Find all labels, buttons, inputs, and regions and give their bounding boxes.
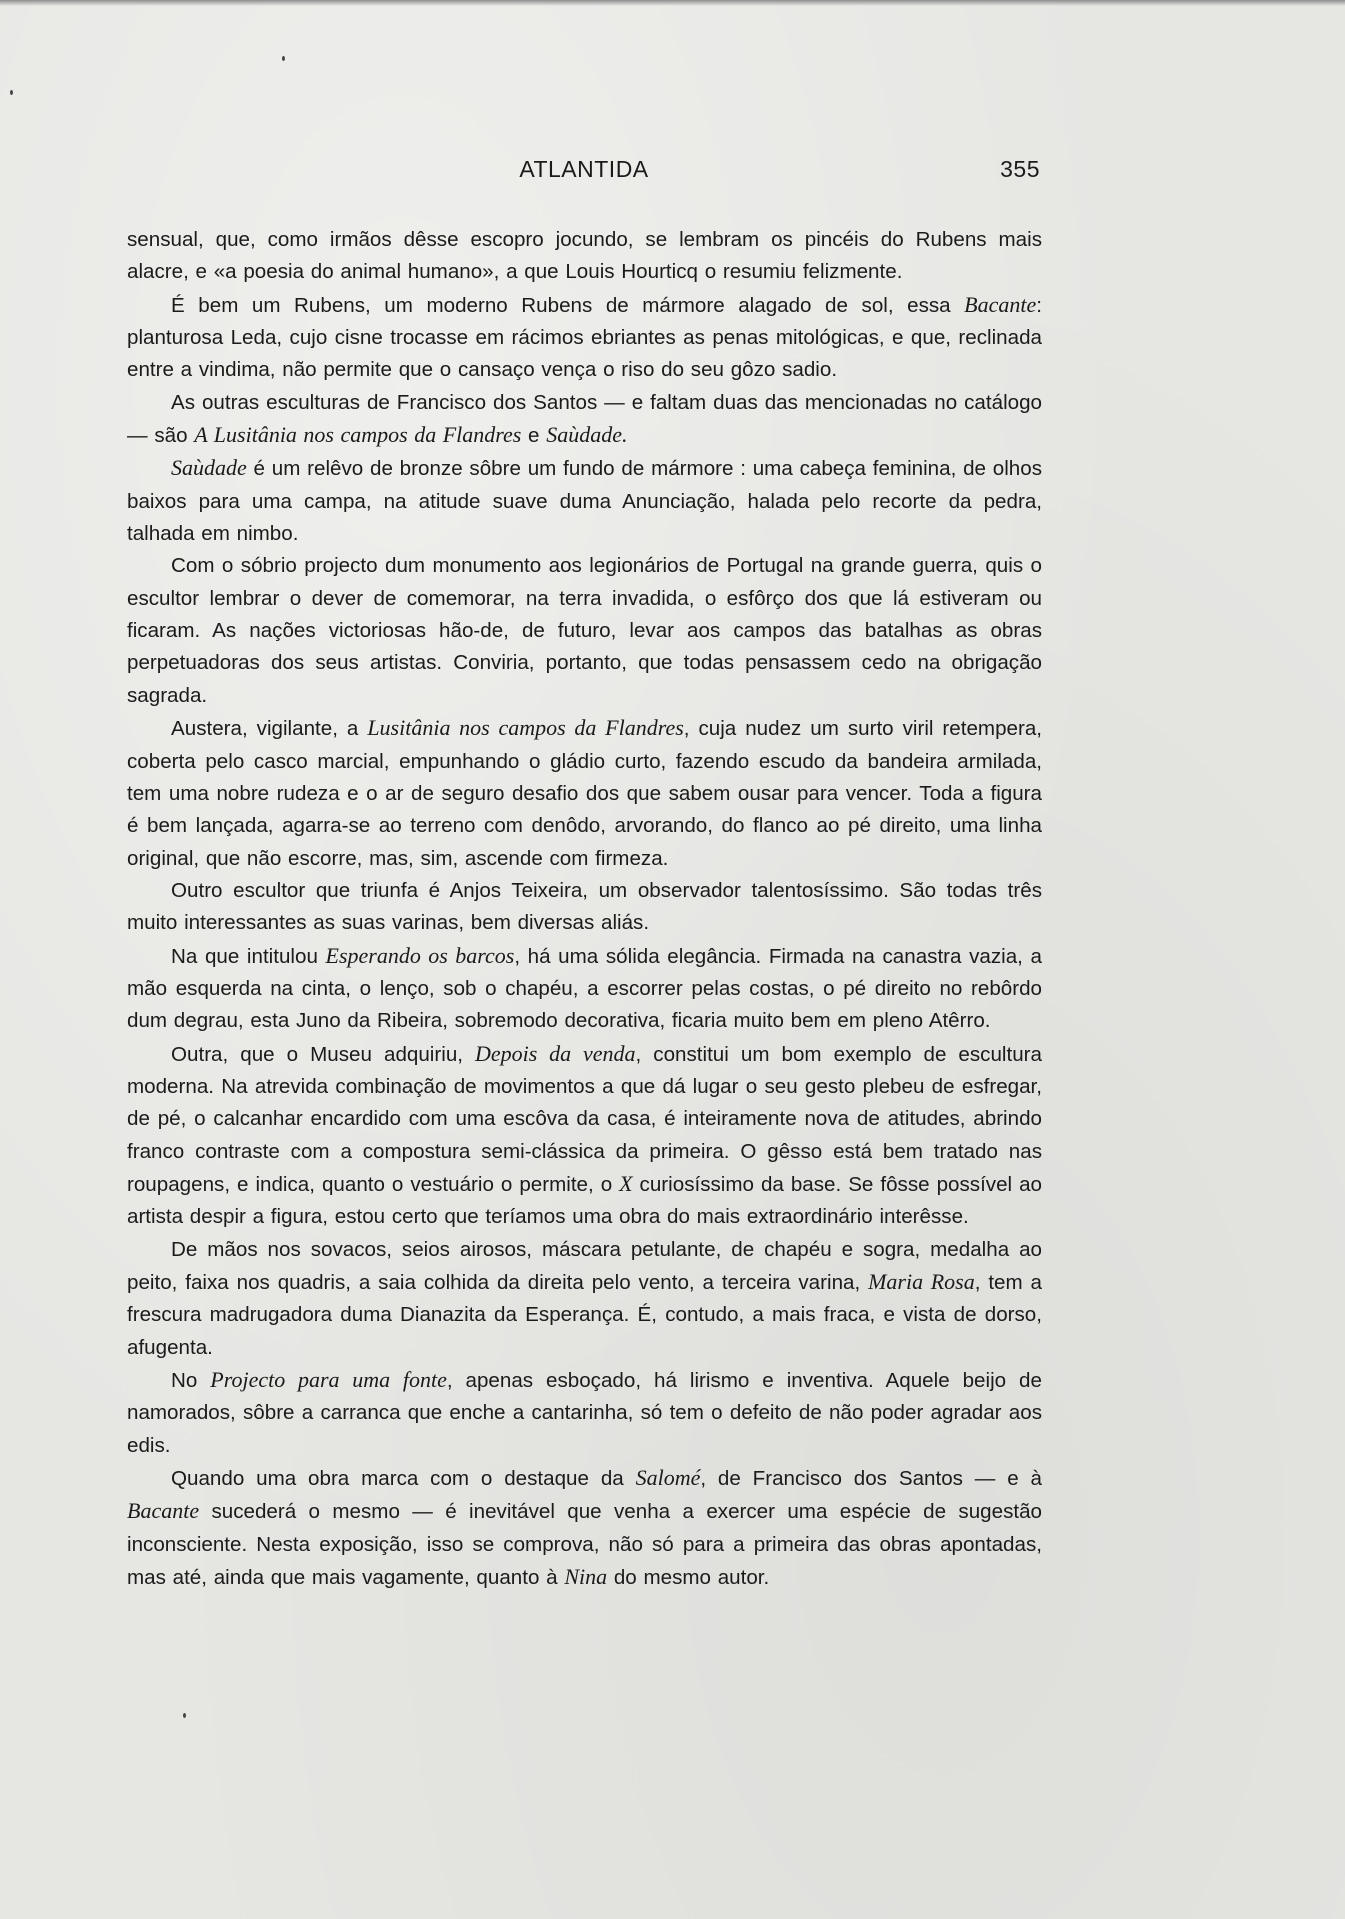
ink-speck (10, 90, 13, 95)
italic-title: Projecto para uma fonte (210, 1367, 447, 1393)
text-run: Outro escultor que triunfa é Anjos Teixeira, um observador talentosíssimo. São todas três muito interessantes as suas varinas, bem diversas aliás. (127, 878, 1042, 935)
paragraph (127, 1462, 1042, 1594)
paragraph (127, 1038, 1042, 1234)
page-header (128, 156, 1040, 186)
italic-title: Salomé (635, 1465, 701, 1491)
running-title: ATLANTIDA (519, 156, 649, 182)
text-run: É bem um Rubens, um moderno Rubens de mármore alagado de sol, essa (171, 293, 965, 317)
paragraph (127, 452, 1042, 550)
italic-title: Maria Rosa (868, 1269, 975, 1294)
text-run: é um relêvo de bronze sôbre um fundo de mármore : uma cabeça feminina, de olhos baixos para uma campa, na atitude suave duma Anunciação, halada pelo recorte da pedra, talhada em nimbo. (127, 457, 1042, 546)
text-run: Quando uma obra marca com o destaque da (171, 1467, 636, 1491)
paragraph (127, 550, 1042, 712)
text-run: Na que intitulou (171, 944, 326, 968)
italic-title: Depois da venda (475, 1040, 636, 1066)
text-run: curiosíssimo da base. Se fôsse possível ao artista despir a figura, estou certo que teríamos uma obra do mais extraordinário interêsse. (127, 1172, 1042, 1229)
paragraph (127, 875, 1042, 940)
italic-title: Bacante (127, 1498, 200, 1524)
paragraph (127, 940, 1042, 1038)
text-run: , há uma sólida elegância. Firmada na canastra vazia, a mão esquerda na cinta, o lenço, sob o chapéu, a escorrer pelas costas, o pé direito no rebôrdo dum degrau, esta Juno da Ribeira, sobremodo decorativa, ficaria muito bem em pleno Atêrro. (127, 944, 1042, 1033)
text-run: : planturosa Leda, cujo cisne trocasse em rácimos ebriantes as penas mitológicas, e que, reclinada entre a vindima, não permite que o cansaço vença o riso do seu gôzo sadio. (127, 293, 1042, 382)
text-run: Outra, que o Museu adquiriu, (171, 1042, 476, 1066)
text-run: Com o sóbrio projecto dum monumento aos legionários de Portugal na grande guerra, quis o escultor lembrar o dever de comemorar, na terra invadida, o esfôrço dos que lá estiveram ou ficaram. As nações victoriosas hão-de, de futuro, levar aos campos das batalhas as obras perpetuadoras dos seus artistas. Conviria, portanto, que todas pensassem cedo na obrigação sagrada. (127, 554, 1042, 707)
ink-speck (183, 1713, 186, 1718)
text-run: sucederá o mesmo — é inevitável que venha a exercer uma espécie de sugestão inconsciente. Nesta exposição, isso se comprova, não só para a primeira das obras apontadas, mas até, ainda que mais vagamente, quanto à (127, 1500, 1042, 1590)
ink-speck (282, 56, 285, 61)
article-body (127, 224, 1042, 1594)
text-run: sensual, que, como irmãos dêsse escopro jocundo, se lembram os pincéis do Rubens mais alacre, e «a poesia do animal humano», a que Louis Hourticq o resumiu felizmente. (127, 228, 1042, 284)
text-run: Austera, vigilante, a (171, 717, 368, 741)
paragraph (127, 1364, 1042, 1462)
paragraph (127, 712, 1042, 875)
paragraph (127, 1234, 1042, 1364)
paragraph (127, 387, 1042, 453)
text-run: , constitui um bom exemplo de escultura moderna. Na atrevida combinação de movimentos a que dá lugar o seu gesto plebeu de esfregar, de pé, o calcanhar encardido com uma escôva da casa, é inteiramente nova de atitudes, abrindo franco contraste com a compostura semi-clássica da primeira. O gêsso está bem tratado nas roupagens, e indica, quanto o vestuário o permite, o (127, 1042, 1042, 1196)
page-number: 355 (1000, 156, 1040, 182)
paragraph (127, 289, 1042, 387)
italic-title: X (619, 1170, 633, 1196)
text-run: , tem a frescura madrugadora duma Dianazita da Esperança. É, contudo, a mais fraca, e vista de dorso, afugenta. (127, 1271, 1042, 1359)
italic-title: Saùdade. (546, 422, 628, 448)
page-top-edge (0, 0, 1345, 6)
italic-title: Lusitânia nos campos da Flandres (367, 715, 684, 741)
italic-title: Bacante (964, 291, 1037, 317)
text-run: e (521, 424, 547, 448)
text-run: De mãos nos sovacos, seios airosos, máscara petulante, de chapéu e sogra, medalha ao peito, faixa nos quadris, a saia colhida da direita pelo vento, a terceira varina, (127, 1237, 1042, 1294)
italic-title: Esperando os barcos (325, 942, 515, 968)
italic-title: Saùdade (171, 455, 247, 481)
text-run: , de Francisco dos Santos — e à (700, 1467, 1042, 1491)
text-run: As outras esculturas de Francisco dos Santos — e faltam duas das mencionadas no catálogo — são (127, 390, 1042, 448)
text-run: do mesmo autor. (607, 1566, 770, 1590)
italic-title: A Lusitânia nos campos da Flandres (194, 422, 522, 448)
italic-title: Nina (564, 1564, 608, 1590)
text-run: , apenas esboçado, há lirismo e inventiva. Aquele beijo de namorados, sôbre a carranca que enche a cantarinha, só tem o defeito de não poder agradar aos edis. (127, 1369, 1042, 1457)
text-run: No (171, 1369, 211, 1393)
paragraph (127, 224, 1042, 289)
text-run: , cuja nudez um surto viril retempera, coberta pelo casco marcial, empunhando o gládio curto, fazendo escudo da bandeira armilada, tem uma nobre rudeza e o ar de seguro desafio dos que sabem ousar para vencer. Toda a figura é bem lançada, agarra-se ao terreno com denôdo, arvorando, do flanco ao pé direito, uma linha original, que não escorre, mas, sim, ascende com firmeza. (127, 717, 1043, 870)
